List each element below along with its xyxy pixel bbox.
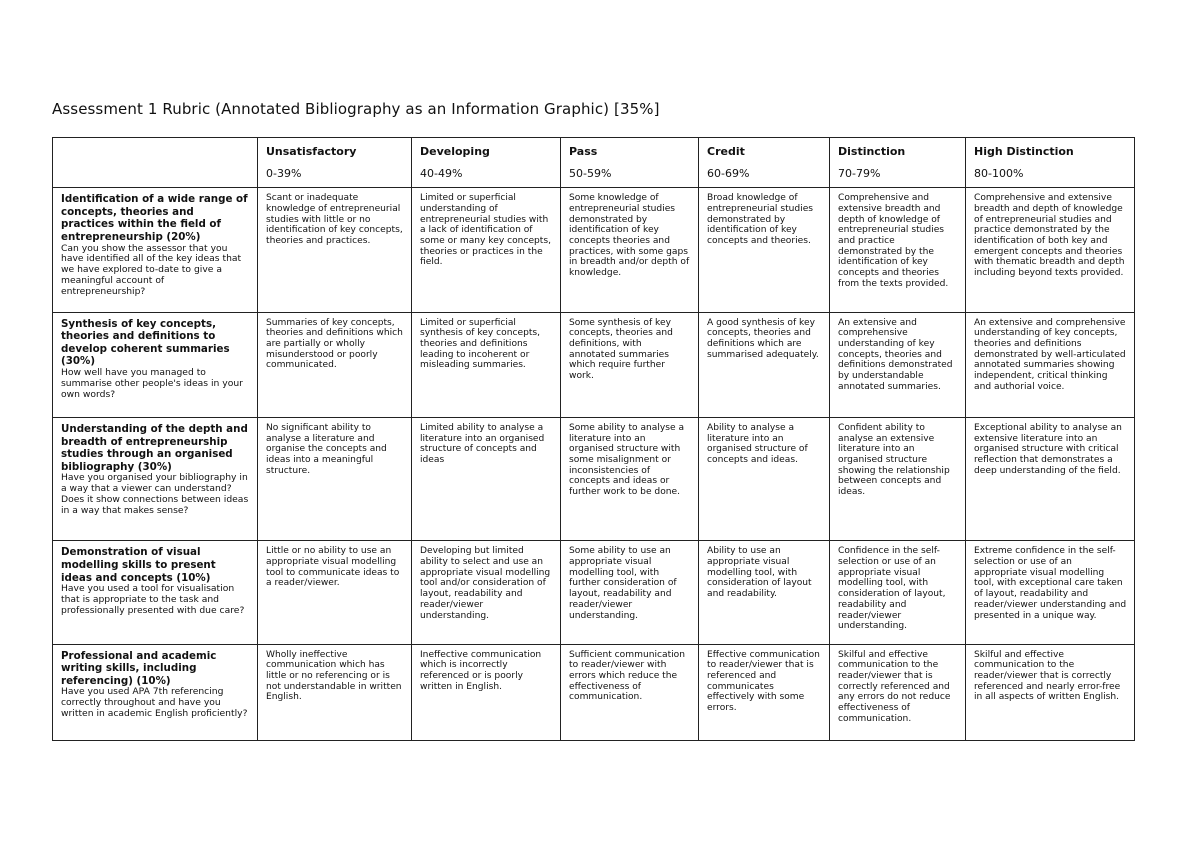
descriptor-text: Effective communication to reader/viewer that is referenced and communicates effectively with some errors. <box>707 649 820 714</box>
descriptor-cell <box>830 541 966 644</box>
descriptor-cell <box>561 188 699 312</box>
criterion-row <box>53 644 1135 740</box>
criterion-question: Have you used APA 7th referencing correctly throughout and have you written in academic English proficiently? <box>61 686 248 720</box>
criterion-cell <box>53 644 258 740</box>
descriptor-cell <box>966 644 1135 740</box>
level-name: Distinction <box>838 145 906 158</box>
criterion-cell <box>53 417 258 540</box>
descriptor-text: Confidence in the self-selection or use of an appropriate visual modelling tool, with consideration of layout, readability and reader/viewer understanding. <box>838 546 946 632</box>
level-header <box>561 138 699 188</box>
descriptor-text: Little or no ability to use an appropriate visual modelling tool to communicate ideas to a reader/viewer. <box>266 546 400 589</box>
criterion-row <box>53 541 1135 644</box>
descriptor-text: Broad knowledge of entrepreneurial studies demonstrated by identification of key concepts and theories. <box>707 193 814 246</box>
criterion-cell <box>53 541 258 644</box>
descriptor-cell <box>830 312 966 417</box>
descriptor-cell <box>412 417 561 540</box>
level-header <box>966 138 1135 188</box>
header-row <box>53 138 1135 188</box>
descriptor-text: Extreme confidence in the self-selection or use of an appropriate visual modelling tool, with exceptional care taken of layout, readability and reader/viewer understanding and presented in a unique way. <box>974 546 1127 621</box>
descriptor-cell <box>966 188 1135 312</box>
descriptor-cell <box>966 417 1135 540</box>
descriptor-text: Sufficient communication to reader/viewer with errors which reduce the effectiveness of communication. <box>569 649 685 703</box>
criterion-title: Demonstration of visual modelling skills to present ideas and concepts (10%) <box>61 546 216 584</box>
descriptor-text: A good synthesis of key concepts, theories and definitions which are summarised adequately. <box>707 317 819 360</box>
descriptor-text: Some synthesis of key concepts, theories and definitions, with annotated summaries which require further work. <box>569 317 673 382</box>
descriptor-cell <box>412 644 561 740</box>
descriptor-cell <box>830 188 966 312</box>
criterion-row <box>53 417 1135 540</box>
descriptor-cell <box>258 188 412 312</box>
level-header <box>699 138 830 188</box>
descriptor-cell <box>412 541 561 644</box>
descriptor-text: Skilful and effective communication to the reader/viewer that is correctly referenced and any errors do not reduce effectiveness of communication. <box>838 649 951 724</box>
descriptor-text: Exceptional ability to analyse an extensive literature into an organised structure with critical reflection that demonstrates a deep understanding of the field. <box>974 422 1122 476</box>
criterion-cell <box>53 188 258 312</box>
level-name: Pass <box>569 145 598 158</box>
descriptor-text: Comprehensive and extensive breadth and depth of knowledge of entrepreneurial studies and practice demonstrated by the identification of both key and emergent concepts and theories with thematic breadth and depth including beyond texts provided. <box>974 193 1125 279</box>
descriptor-text: Scant or inadequate knowledge of entrepreneurial studies with little or no identification of key concepts, theories and practices. <box>266 193 403 246</box>
descriptor-text: An extensive and comprehensive understanding of key concepts, theories and definitions demonstrated by understandable annotated summaries. <box>838 317 953 392</box>
criterion-title: Professional and academic writing skills, including referencing) (10%) <box>61 649 217 687</box>
descriptor-text: Ineffective communication which is incorrectly referenced or is poorly written in English. <box>420 649 542 692</box>
descriptor-cell <box>258 541 412 644</box>
criterion-row <box>53 312 1135 417</box>
descriptor-cell <box>699 541 830 644</box>
descriptor-text: No significant ability to analyse a literature and organise the concepts and ideas into a meaningful structure. <box>266 422 387 476</box>
level-range: 60-69% <box>707 167 750 180</box>
descriptor-cell <box>699 644 830 740</box>
descriptor-cell <box>561 417 699 540</box>
criterion-cell <box>53 312 258 417</box>
descriptor-cell <box>699 188 830 312</box>
level-range: 70-79% <box>838 167 881 180</box>
level-name: Developing <box>420 145 490 158</box>
level-range: 0-39% <box>266 167 302 180</box>
descriptor-cell <box>561 541 699 644</box>
descriptor-cell <box>258 417 412 540</box>
level-name: Unsatisfactory <box>266 145 357 158</box>
descriptor-text: Limited or superficial synthesis of key concepts, theories and definitions leading to incoherent or misleading summaries. <box>420 317 541 371</box>
descriptor-text: Comprehensive and extensive breadth and depth of knowledge of entrepreneurial studies and practice demonstrated by the identification of key concepts and theories from the texts provided. <box>838 193 949 289</box>
level-range: 40-49% <box>420 167 463 180</box>
descriptor-cell <box>561 644 699 740</box>
descriptor-text: Limited ability to analyse a literature into an organised structure of concepts and ideas <box>420 422 545 466</box>
level-header <box>830 138 966 188</box>
descriptor-text: Some ability to use an appropriate visual modelling tool, with further consideration of layout, readability and reader/viewer understanding. <box>569 546 677 621</box>
level-header <box>412 138 561 188</box>
criterion-question: How well have you managed to summarise other people's ideas in your own words? <box>61 366 243 400</box>
descriptor-cell <box>966 541 1135 644</box>
level-name: Credit <box>707 145 745 158</box>
descriptor-text: Wholly ineffective communication which has little or no referencing or is not understandable in written English. <box>266 649 402 703</box>
descriptor-text: Ability to use an appropriate visual modelling tool, with consideration of layout and readability. <box>707 546 812 600</box>
descriptor-text: Summaries of key concepts, theories and definitions which are partially or wholly misunderstood or poorly communicated. <box>266 317 403 371</box>
descriptor-cell <box>830 417 966 540</box>
descriptor-text: Skilful and effective communication to the reader/viewer that is correctly referenced and nearly error-free in all aspects of written English. <box>974 649 1121 703</box>
criterion-question: Have you organised your bibliography in a way that a viewer can understand? Does it show connections between ideas in a way that makes sense? <box>61 472 249 516</box>
descriptor-text: Limited or superficial understanding of entrepreneurial studies with a lack of identification of some or many key concepts, theories or practices in the field. <box>420 193 552 268</box>
criterion-title: Synthesis of key concepts, theories and definitions to develop coherent summaries (30%) <box>61 317 230 368</box>
level-header <box>258 138 412 188</box>
descriptor-text: Developing but limited ability to select and use an appropriate visual modelling tool and/or consideration of layout, readability and reader/viewer understanding. <box>420 546 551 621</box>
level-range: 80-100% <box>974 167 1024 180</box>
criteria-header-cell <box>53 138 258 188</box>
criterion-question: Have you used a tool for visualisation that is appropriate to the task and professionally presented with due care? <box>61 583 245 616</box>
descriptor-cell <box>561 312 699 417</box>
descriptor-cell <box>830 644 966 740</box>
descriptor-cell <box>258 312 412 417</box>
level-range: 50-59% <box>569 167 612 180</box>
rubric-table <box>52 137 1135 741</box>
descriptor-text: An extensive and comprehensive understanding of key concepts, theories and definitions demonstrated by well-articulated annotated summaries showing independent, critical thinking and authorial voice. <box>974 317 1126 392</box>
descriptor-cell <box>966 312 1135 417</box>
page-title: Assessment 1 Rubric (Annotated Bibliography as an Information Graphic) [35%] <box>52 100 660 118</box>
descriptor-cell <box>699 312 830 417</box>
descriptor-cell <box>412 188 561 312</box>
criterion-question: Can you show the assessor that you have identified all of the key ideas that we have explored to-date to give a meaningful account of entrepreneurship? <box>61 242 242 297</box>
descriptor-text: Ability to analyse a literature into an organised structure of concepts and ideas. <box>707 422 808 466</box>
descriptor-cell <box>412 312 561 417</box>
criterion-row <box>53 188 1135 312</box>
descriptor-text: Some knowledge of entrepreneurial studies demonstrated by identification of key concepts theories and practices, with some gaps in breadth and/or depth of knowledge. <box>569 193 690 279</box>
descriptor-text: Some ability to analyse a literature into an organised structure with some misalignment or inconsistencies of concepts and ideas or further work to be done. <box>569 422 685 498</box>
descriptor-cell <box>699 417 830 540</box>
criterion-title: Understanding of the depth and breadth of entrepreneurship studies through an organised bibliography (30%) <box>61 422 248 473</box>
level-name: High Distinction <box>974 145 1074 158</box>
criterion-title: Identification of a wide range of concepts, theories and practices within the field of entrepreneurship (20%) <box>61 193 248 243</box>
descriptor-cell <box>258 644 412 740</box>
descriptor-text: Confident ability to analyse an extensive literature into an organised structure showing the relationship between concepts and ideas. <box>838 422 950 498</box>
